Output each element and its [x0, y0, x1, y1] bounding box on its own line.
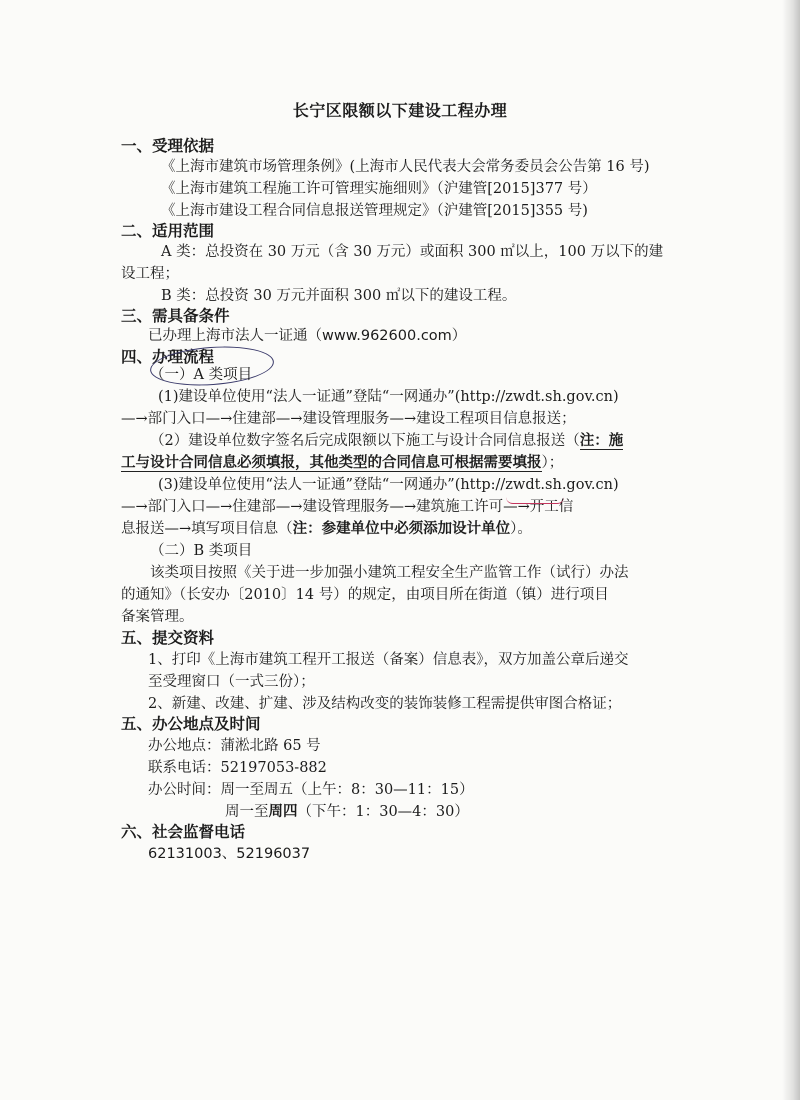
step1-line-1: (1)建设单位使用“法人一证通”登陆“一网通办”(http://zwdt.sh.gov.cn) [158, 389, 619, 405]
step2-text: （2）建设单位数字签名后完成限额以下施工与设计合同信息报送（ [150, 433, 580, 449]
website-link[interactable]: www.962600.com [322, 328, 452, 344]
section-heading-conditions: 三、需具备条件 [121, 307, 230, 325]
pen-underline-mark [506, 497, 564, 504]
step2-line-1 [150, 431, 623, 451]
office-hours-line-1: 办公时间：周一至周五（上午：8：30—11：15） [148, 782, 474, 798]
section-heading-process: 四、办理流程 [121, 348, 215, 366]
materials-line-2: 至受理窗口（一式三份）； [148, 674, 315, 690]
step3-line-1: (3)建设单位使用“法人一证通”登陆“一网通办”(http://zwdt.sh.gov.cn) [158, 477, 619, 493]
step2-note-label: 注：施 [579, 432, 624, 449]
hours-days: 周一至 [225, 804, 269, 820]
basis-line-1: 《上海市建筑市场管理条例》(上海市人民代表大会常务委员会公告第 16 号) [161, 159, 650, 175]
section-heading-materials: 五、提交资料 [121, 629, 215, 647]
type-b-line-1: 该类项目按照《关于进一步加强小建筑工程安全生产监管工作（试行）办法 [150, 565, 629, 581]
section-heading-office: 五、办公地点及时间 [121, 715, 261, 733]
basis-line-2: 《上海市建筑工程施工许可管理实施细则》（沪建管[2015]377 号） [161, 181, 597, 197]
materials-line-3: 2、新建、改建、扩建、涉及结构改变的装饰装修工程需提供审图合格证； [148, 696, 622, 712]
step3-note: 注：参建单位中必须添加设计单位 [292, 520, 511, 537]
office-address: 办公地点：蒲淞北路 65 号 [148, 738, 321, 754]
step3-end: ）。 [510, 521, 532, 537]
scan-edge-shadow [782, 0, 800, 1100]
type-b-line-2: 的通知》（长安办〔2010〕14 号）的规定，由项目所在街道（镇）进行项目 [121, 587, 609, 603]
basis-line-3: 《上海市建设工程合同信息报送管理规定》（沪建管[2015]355 号) [161, 203, 588, 219]
section-heading-basis: 一、受理依据 [121, 137, 215, 155]
scope-line-2: 设工程； [121, 266, 179, 282]
step2-note-text: 工与设计合同信息必须填报，其他类型的合同信息可根据需要填报 [121, 454, 542, 471]
subheading-type-b: （二）B 类项目 [150, 543, 253, 559]
office-hours-line-2 [225, 802, 469, 822]
scope-line-3: B 类：总投资 30 万元并面积 300 ㎡以下的建设工程。 [161, 288, 517, 304]
section-heading-scope: 二、适用范围 [121, 222, 215, 240]
conditions-text: 已办理上海市法人一证通（ [148, 328, 322, 344]
hours-thursday: 周四 [268, 803, 298, 820]
subheading-type-a: （一）A 类项目 [150, 367, 253, 383]
step3-line-3 [121, 519, 532, 539]
hours-afternoon: （下午：1：30—4：30） [297, 804, 469, 820]
step1-line-2: —→部门入口—→住建部—→建设管理服务—→建设工程项目信息报送； [121, 411, 576, 427]
conditions-line-1 [148, 326, 466, 346]
type-b-line-3: 备案管理。 [121, 609, 194, 625]
step2-line-2 [121, 453, 563, 473]
conditions-close-paren: ） [451, 328, 467, 344]
office-phone: 联系电话：52197053-882 [148, 760, 327, 776]
scope-line-1: A 类：总投资在 30 万元（含 30 万元）或面积 300 ㎡以上，100 万以下的建 [161, 244, 664, 260]
step3-line-2: —→部门入口—→住建部—→建设管理服务—→建筑施工许可—→开工信 [121, 499, 574, 515]
step2-end: ）； [541, 455, 564, 471]
step3-text: 息报送—→填写项目信息（ [121, 521, 293, 537]
section-heading-supervision: 六、社会监督电话 [121, 823, 246, 841]
materials-line-1: 1、打印《上海市建筑工程开工报送（备案）信息表》，双方加盖公章后递交 [148, 652, 629, 668]
page-title: 长宁区限额以下建设工程办理 [292, 101, 508, 120]
supervision-phones: 62131003、52196037 [148, 846, 311, 862]
